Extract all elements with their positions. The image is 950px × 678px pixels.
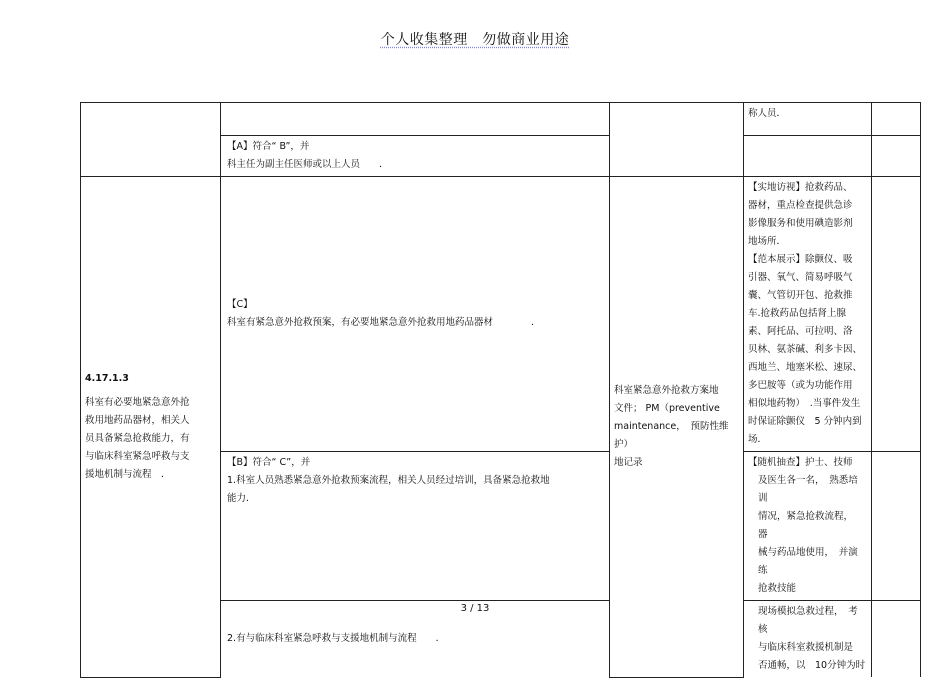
method-line: 多巴胺等（或为功能作用 [748, 380, 853, 391]
method-line: 时保证除颤仪 5 分钟内到 [748, 416, 862, 427]
score-cell [872, 177, 921, 452]
table-row [81, 177, 921, 452]
method-line: 地场所． [748, 236, 787, 247]
method-line: 否通畅，以 10分钟为时 [758, 660, 866, 671]
criteria-line: 【A】符合“ B”，并 [227, 141, 310, 152]
evidence-cell-empty [610, 103, 744, 177]
criteria-line: 能力． [227, 493, 256, 504]
method-line: 抢救技能 [758, 583, 797, 594]
method-cell-empty [744, 136, 872, 177]
method-line: 西地兰、地塞米松、速尿、 [748, 362, 863, 373]
method-line: 场． [748, 434, 768, 445]
criteria-line: 1.科室人员熟悉紧急意外抢救预案流程，相关人员经过培训，具备紧急抢救地 [227, 475, 550, 486]
method-line: 与临床科室救援机制是 [758, 642, 854, 653]
method-line: 情况，紧急抢救流程， 器 [758, 511, 858, 540]
criteria-cell-a [221, 136, 610, 177]
method-line: 贝林、氨茶碱、利多卡因、 [748, 344, 863, 355]
method-line: 【范本展示】除颤仪、吸 [748, 254, 853, 265]
item-cell-empty [81, 103, 221, 177]
evidence-line: 地记录 [614, 456, 643, 468]
score-cell [872, 136, 921, 177]
item-text-line: 科室有必要地紧急意外抢 [85, 396, 190, 408]
item-text-line: 援地机制与流程 ． [85, 468, 171, 480]
criteria-line: 【C】 [227, 299, 253, 310]
header-title: 个人收集整理 勿做商业用途 [380, 32, 570, 48]
method-line: 械与药品地使用， 并演练 [758, 547, 858, 576]
criteria-cell-b [221, 452, 610, 601]
method-line: 车.抢救药品包括肾上腺 [748, 308, 847, 319]
item-code: 4.17.1.3 [85, 372, 129, 384]
criteria-line: 科主任为副主任医师或以上人员 ． [227, 159, 389, 170]
method-cell [744, 452, 872, 601]
item-text-line: 救用地药品器材，相关人 [85, 414, 190, 426]
criteria-line: 2.有与临床科室紧急呼救与支援地机制与流程 ． [227, 633, 446, 644]
evidence-line: 科室紧急意外抢救方案地 [614, 384, 719, 396]
item-cell [81, 177, 221, 678]
method-line: 引器、氧气、简易呼吸气 [748, 272, 853, 283]
evidence-line: maintenance， 预防性维护） [614, 420, 729, 450]
table-row [81, 103, 921, 136]
method-line: 【实地访视】抢救药品、 [748, 182, 853, 193]
item-text-line: 员具备紧急抢救能力，有 [85, 432, 190, 444]
method-line: 【随机抽查】护士、技师 [748, 457, 853, 468]
method-line: 影像服务和使用碘造影剂 [748, 218, 853, 229]
score-cell [872, 452, 921, 601]
standards-table [80, 102, 921, 678]
criteria-cell-c [221, 177, 610, 452]
method-line: 器材，重点检查提供急诊 [748, 200, 853, 211]
criteria-cell-empty [221, 103, 610, 136]
criteria-line: 【B】符合“ C”，并 [227, 457, 311, 468]
score-cell [872, 103, 921, 136]
method-cell [744, 103, 872, 136]
page-number: 3 / 13 [460, 603, 490, 614]
method-line: 素、阿托品、可拉明、洛 [748, 326, 853, 337]
item-text-line: 与临床科室紧急呼救与支 [85, 450, 190, 462]
method-line: 及医生各一名， 熟悉培训 [758, 475, 858, 504]
page-header [0, 29, 950, 49]
method-line: 相似地药物） .当事件发生 [748, 398, 861, 409]
method-line: 现场模拟急救过程， 考核 [758, 606, 858, 635]
method-text: 称人员． [748, 108, 787, 119]
method-cell [744, 177, 872, 452]
evidence-line: 文件； PM（preventive [614, 402, 720, 414]
evidence-cell [610, 177, 744, 678]
criteria-line: 科室有紧急意外抢救预案，有必要地紧急意外抢救用地药品器材 ． [227, 317, 541, 328]
method-line: 囊、气管切开包、抢救推 [748, 290, 853, 301]
